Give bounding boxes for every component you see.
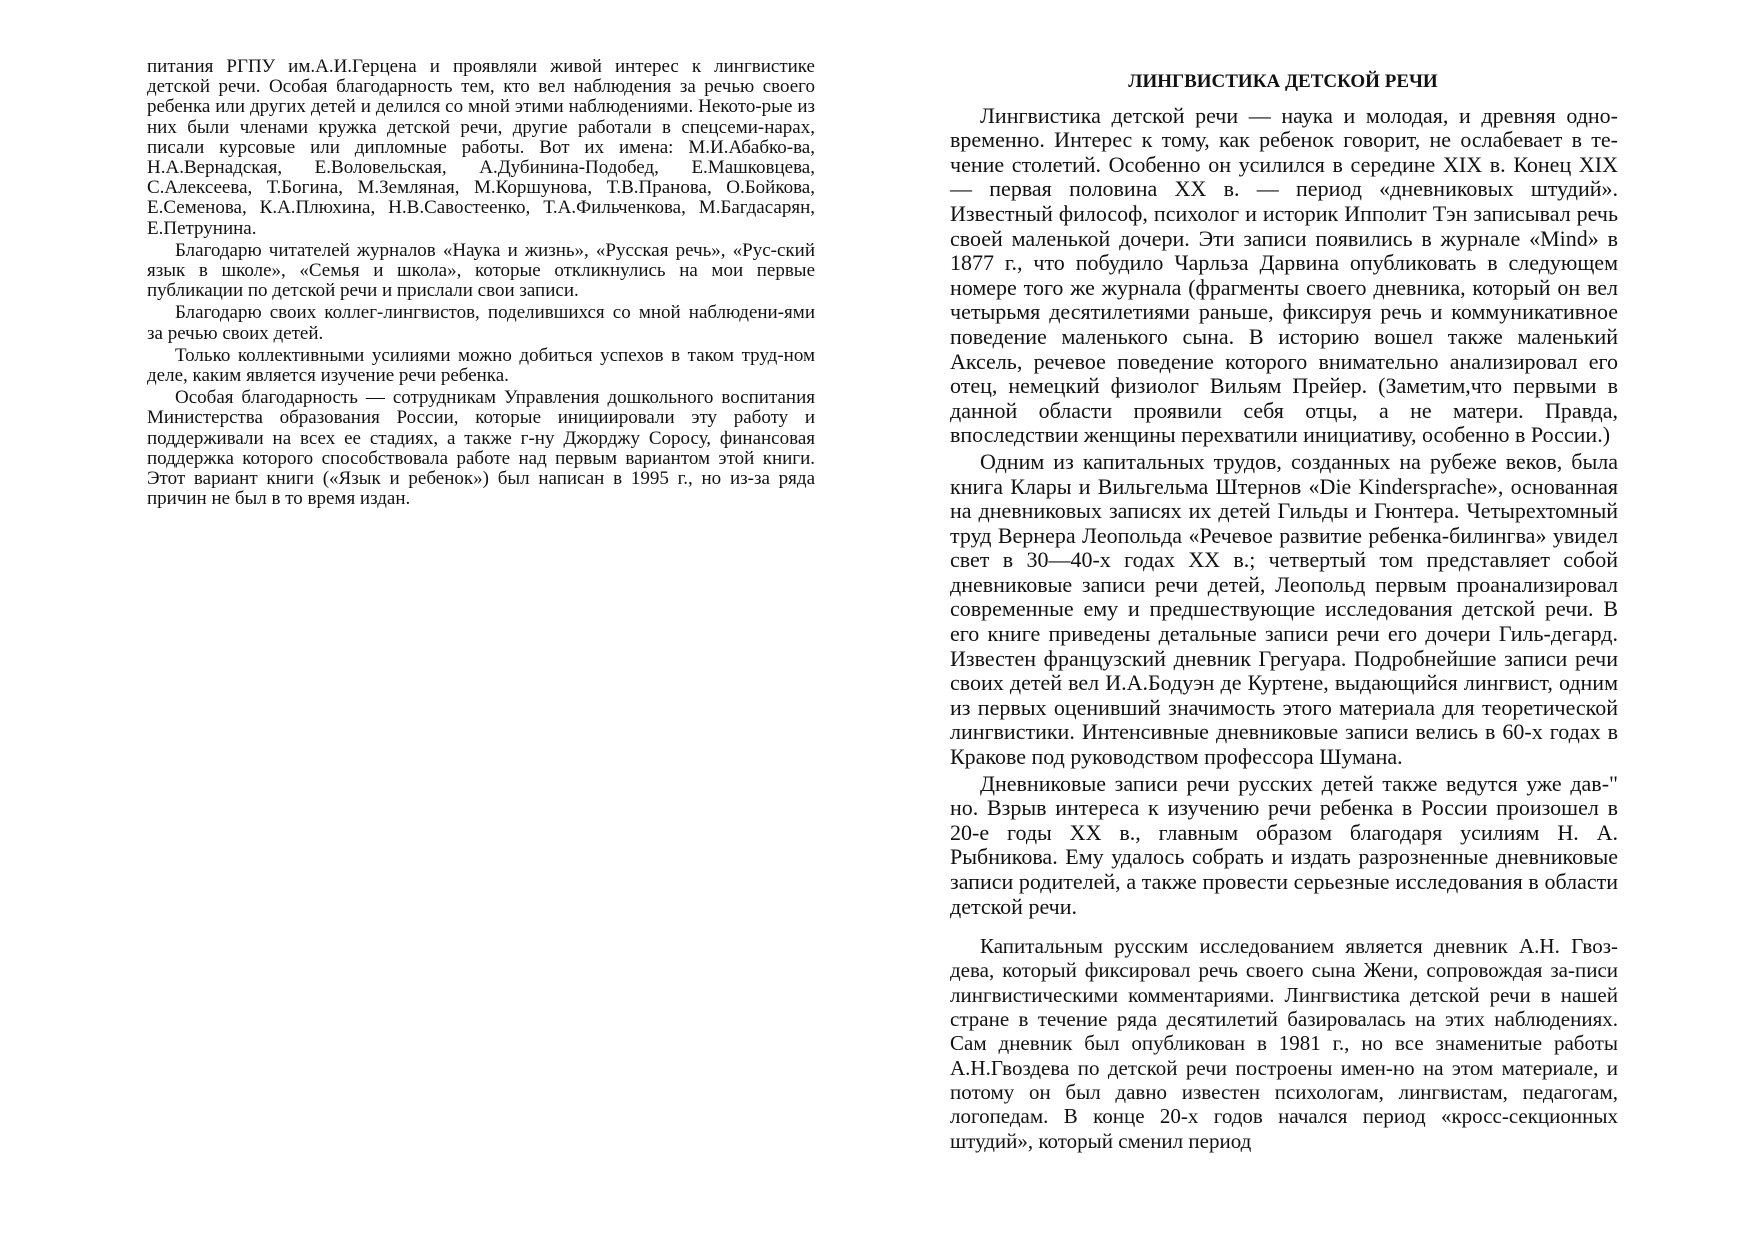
left-page xyxy=(0,0,876,1241)
right-paragraph-intro: Лингвистика детской речи — наука и молодая, и древняя одно-временно. Интерес к тому, как ребенок говорит, не ослабевает в те-чение столетий. Особенно он усилился в середине XIX в. Конец XIX — первая половина XX в. — период «дневниковых штудий». Известный философ, психолог и историк Ипполит Тэн записывал речь своей маленькой дочери. Эти записи появились в журнале «Mind» в 1877 г., что побудило Чарльза Дарвина опубликовать в следующем номере того же журнала (фрагменты своего дневника, который он вел четырьмя десятилетиями раньше, фиксируя речь и коммуникативное поведение маленького сына. В историю вошел также маленький Аксель, речевое поведение которого внимательно анализировал его отец, немецкий физиолог Вильям Прейер. (Заметим,что первыми в данной области проявили себя отцы, а не матери. Правда, впоследствии женщины перехватили инициативу, особенно в России.) xyxy=(950,102,1618,448)
chapter-heading xyxy=(950,70,1618,95)
right-paragraph-capital-works: Одним из капитальных трудов, созданных на рубеже веков, была книга Клары и Вильгельма Штернов «Die Kindersprache», основанная на дневниковых записях их детей Гильды и Гюнтера. Четырехтомный труд Вернера Леопольда «Речевое развитие ребенка-билингва» увидел свет в 30—40-х годах XX в.; четвертый том представляет собой дневниковые записи речи детей, Леопольд первым проанализировал современные ему и предшествующие исследования детской речи. В его книге приведены детальные записи речи его дочери Гиль-дегард. Известен французский дневник Грегуара. Подробнейшие записи речи своих детей вел И.А.Бодуэн де Куртене, выдающийся лингвист, одним из первых оценивший значимость этого материала для теоретической лингвистики. Интенсивные дневниковые записи велись в 60-х годах в Кракове под руководством профессора Шумана. xyxy=(950,448,1618,770)
left-paragraph-special-thanks: Особая благодарность — сотрудникам Управления дошкольного воспитания Министерства образования России, которые инициировали эту работу и поддерживали на всех ее стадиях, а также г-ну Джорджу Соросу, финансовая поддержка которого способствовала работе над первым вариантом этой книги. Этот вариант книги («Язык и ребенок») был написан в 1995 г., но из-за ряда причин не был в то время издан. xyxy=(147,387,815,510)
right-paragraph-russian-diaries: Дневниковые записи речи русских детей также ведутся уже дав-" но. Взрыв интереса к изучению речи ребенка в России произошел в 20-е годы XX в., главным образом благодаря усилиям Н. А. Рыбникова. Ему удалось собрать и издать разрозненные дневниковые записи родителей, а также провести серьезные исследования в области детской речи. xyxy=(950,770,1618,919)
right-text-column xyxy=(950,70,1618,1153)
right-page xyxy=(877,0,1753,1241)
left-paragraph-acknowledgment-names: питания РГПУ им.А.И.Герцена и проявляли живой интерес к лингвистике детской речи. Особая благодарность тем, кто вел наблюдения за речью своего ребенка или других детей и делился со мной этими наблюдениями. Некото-рые из них были членами кружка детской речи, другие работали в спецсеми-нарах, писали курсовые или дипломные работы. Вот их имена: М.И.Абабко-ва, Н.А.Вернадская, Е.Воловельская, А.Дубинина-Подобед, Е.Машковцева, С.Алексеева, Т.Богина, М.Земляная, М.Коршунова, Т.В.Пранова, О.Бойкова, Е.Семенова, К.А.Плюхина, Н.В.Савостеенко, Т.А.Фильченкова, М.Багдасарян, Е.Петрунина. xyxy=(147,56,815,239)
left-text-column xyxy=(147,57,815,509)
left-paragraph-journal-readers: Благодарю читателей журналов «Наука и жизнь», «Русская речь», «Рус-ский язык в школе», «Семья и школа», которые откликнулись на мои первые публикации по детской речи и прислали свои записи. xyxy=(147,239,815,302)
left-paragraph-colleagues: Благодарю своих коллег-лингвистов, поделившихся со мной наблюдени-ями за речью своих детей. xyxy=(147,302,815,344)
left-paragraph-collective-effort: Только коллективными усилиями можно добиться успехов в таком труд-ном деле, каким является изучение речи ребенка. xyxy=(147,344,815,387)
right-paragraph-gvozdev: Капитальным русским исследованием является дневник А.Н. Гвоз-дева, который фиксировал речь своего сына Жени, сопровождая за-писи лингвистическими комментариями. Лингвистика детской речи в нашей стране в течение ряда десятилетий базировалась на этих наблюдениях. Сам дневник был опубликован в 1981 г., но все знаменитые работы А.Н.Гвоздева по детской речи построены имен-но на этом материале, и потому он был давно известен психологам, лингвистам, педагогам, логопедам. В конце 20-х годов начался период «кросс-секционных штудий», который сменил период xyxy=(950,934,1618,1153)
chapter-heading-text: ЛИНГВИСТИКА ДЕТСКОЙ РЕЧИ xyxy=(1128,71,1438,92)
